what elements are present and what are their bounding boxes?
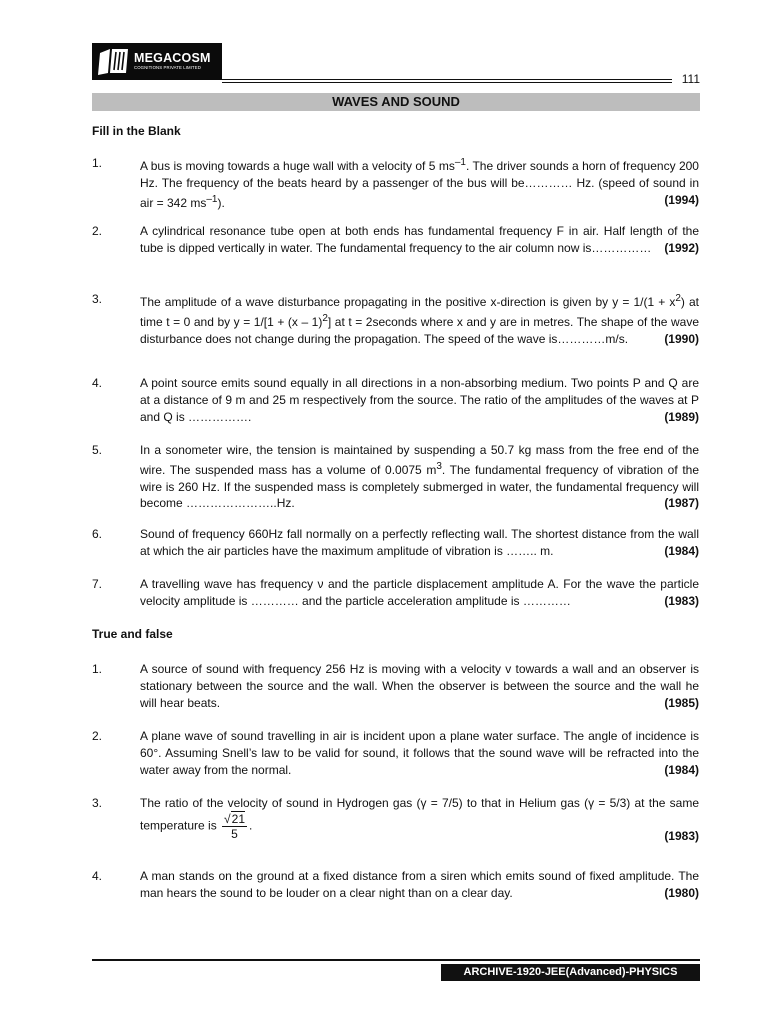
question-number: 7. bbox=[92, 577, 103, 591]
question-text: A man stands on the ground at a fixed distance from a siren which emits sound of fixed amplitude. The man hears the sound to be louder on a clear night than on a clear day. (1980) bbox=[140, 869, 699, 900]
footer-rule bbox=[92, 959, 700, 961]
question-year: (1992) bbox=[664, 240, 699, 255]
section-heading-fill-in-the-blank: Fill in the Blank bbox=[92, 124, 181, 138]
question-item bbox=[92, 375, 699, 425]
fraction-root21-over-5 bbox=[222, 812, 247, 841]
question-number: 6. bbox=[92, 527, 103, 541]
question-number: 3. bbox=[92, 796, 103, 810]
question-text: A source of sound with frequency 256 Hz is moving with a velocity v towards a wall and an observer is stationary between the source and the wall. When the observer is between the source and the wall he will hear beats. (1985) bbox=[140, 662, 699, 710]
question-number: 4. bbox=[92, 869, 103, 883]
question-number: 4. bbox=[92, 376, 103, 390]
question-text: The ratio of the velocity of sound in Hydrogen gas (γ = 7/5) to that in Helium gas (γ = 5/3) at the same temperature is $\frac{√21}{5}$ . (1983) bbox=[140, 796, 699, 843]
fraction-denominator: 5 bbox=[231, 826, 238, 841]
question-text: A point source emits sound equally in all directions in a non-absorbing medium. Two points P and Q are at a distance of 9 m and 25 m respectively from the source. The ratio of the amplitudes of the waves at P and Q is ……………. (1989) bbox=[140, 376, 699, 424]
page-number: 111 bbox=[681, 72, 700, 86]
question-year: (1985) bbox=[664, 695, 699, 710]
question-text: In a sonometer wire, the tension is maintained by suspending a 50.7 kg mass from the free end of the wire. The suspended mass has a volume of 0.0075 $m^3$. The fundamental frequency of vibration of the wire is 260 Hz. If the suspended mass is completely submerged in water, the fundamental frequency will become …………………..Hz. (1987) bbox=[140, 443, 699, 511]
book-logo-icon bbox=[96, 43, 132, 80]
question-number: 5. bbox=[92, 443, 103, 457]
question-number: 1. bbox=[92, 156, 103, 170]
question-item bbox=[92, 223, 699, 257]
question-item bbox=[92, 442, 699, 512]
question-year: (1984) bbox=[664, 762, 699, 777]
question-number: 1. bbox=[92, 662, 103, 676]
sqrt-radicand: 21 bbox=[231, 811, 245, 826]
chapter-title: WAVES AND SOUND bbox=[92, 93, 700, 111]
question-text: Sound of frequency 660Hz fall normally on a perfectly reflecting wall. The shortest distance from the wall at which the air particles have the maximum amplitude of vibration is …….. m. (1984) bbox=[140, 527, 699, 558]
question-item bbox=[92, 526, 699, 560]
logo-subtitle: COGNITIONS PRIVATE LIMITED bbox=[134, 65, 201, 70]
logo-name: MEGACOSM bbox=[134, 51, 211, 65]
footer-archive-label: ARCHIVE-1920-JEE(Advanced)-PHYSICS bbox=[441, 964, 700, 981]
header-rule-second bbox=[222, 82, 672, 83]
question-text: A cylindrical resonance tube open at both ends has fundamental frequency F in air. Half length of the tube is dipped vertically in water. The fundamental frequency to the air column now is…………… (1992) bbox=[140, 224, 699, 255]
question-text: The amplitude of a wave disturbance propagating in the positive x-direction is given by $y = 1/(1 + x^2)$ at time t = 0 and by y = 1/[1 + (x – 1)$^2$] at t = 2seconds where x and y are in metres. The shape of the wave disturbance does not change during the propagation. The speed of the wave is…………m/s. (1990) bbox=[140, 293, 700, 346]
question-item bbox=[92, 291, 699, 347]
question-number: 2. bbox=[92, 729, 103, 743]
question-year: (1989) bbox=[664, 409, 699, 424]
question-year: (1987) bbox=[664, 496, 699, 511]
question-item bbox=[92, 728, 699, 778]
sqrt-sign: √ bbox=[224, 811, 231, 826]
question-year: (1994) bbox=[664, 192, 699, 207]
question-item bbox=[92, 576, 699, 610]
question-year: (1990) bbox=[664, 331, 699, 346]
question-year: (1984) bbox=[664, 543, 699, 558]
question-year: (1980) bbox=[664, 885, 699, 900]
megacosm-logo bbox=[92, 43, 222, 80]
header-rule bbox=[222, 79, 672, 80]
question-item bbox=[92, 661, 699, 711]
question-text: A plane wave of sound travelling in air is incident upon a plane water surface. The angle of incidence is 60°. Assuming Snell’s law to be valid for sound, it follows that the sound wave will be refracted into the water away from the normal. (1984) bbox=[140, 729, 699, 777]
question-year: (1983) bbox=[664, 828, 699, 843]
question-number: 2. bbox=[92, 224, 103, 238]
question-number: 3. bbox=[92, 292, 103, 306]
question-item bbox=[92, 795, 699, 845]
section-heading-true-and-false: True and false bbox=[92, 627, 173, 641]
question-item bbox=[92, 868, 699, 902]
question-text: A travelling wave has frequency ν and the particle displacement amplitude A. For the wave the particle velocity amplitude is ………… and the particle acceleration amplitude is ………… (1983) bbox=[140, 577, 699, 608]
question-item bbox=[92, 155, 699, 211]
question-text: A bus is moving towards a huge wall with a velocity of 5 $ms^{-1}$. The driver sounds a horn of frequency 200 Hz. The frequency of the beats heard by a passenger of the bus will be………… Hz. (speed of sound in air = 342 $ms^{-1}$). (1994) bbox=[140, 157, 699, 210]
question-year: (1983) bbox=[664, 593, 699, 608]
